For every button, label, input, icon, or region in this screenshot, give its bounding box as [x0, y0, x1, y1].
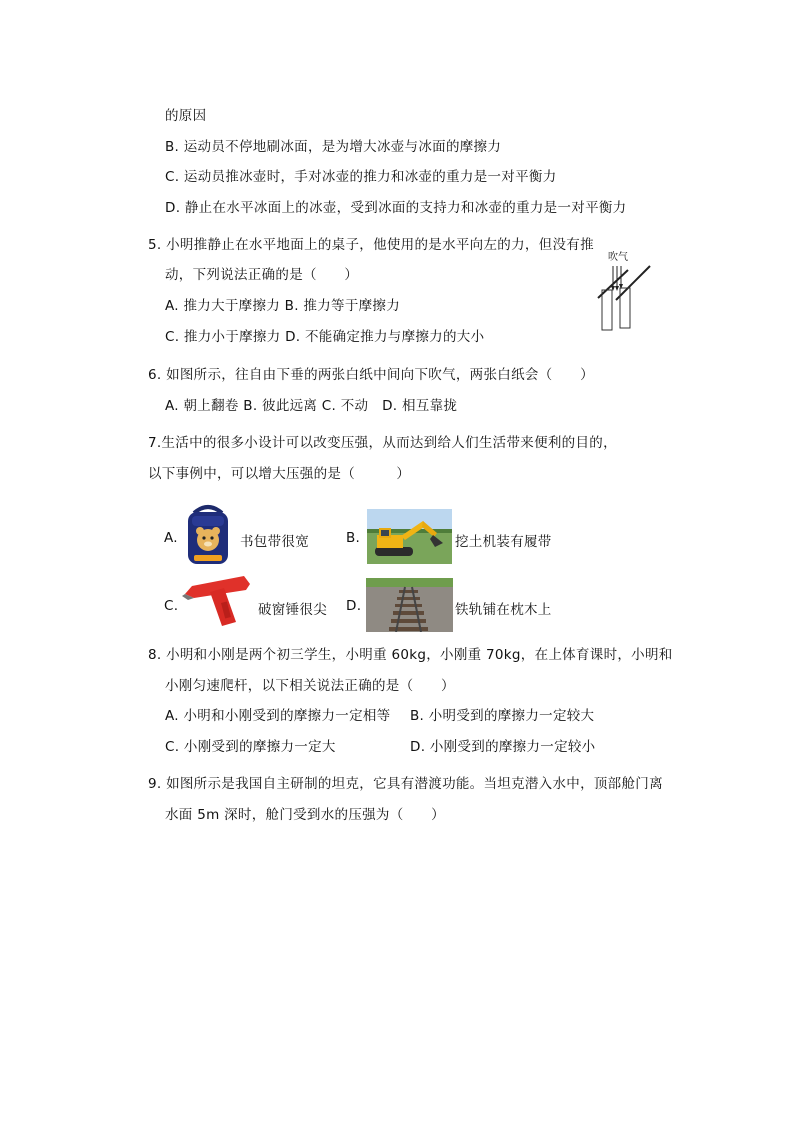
window-hammer-image — [182, 570, 254, 628]
q8-option-b: B. 小明受到的摩擦力一定较大 — [410, 708, 595, 724]
q6-stem: 6. 如图所示，往自由下垂的两张白纸中间向下吹气，两张白纸会（ ） — [148, 367, 594, 383]
paper-diagram — [592, 248, 662, 338]
q4-option-b: B. 运动员不停地刷冰面，是为增大冰壶与冰面的摩擦力 — [165, 139, 502, 155]
q9-stem-line2: 水面 5m 深时，舱门受到水的压强为（ ） — [165, 807, 445, 823]
q9-stem-line1: 9. 如图所示是我国自主研制的坦克，它具有潜渡功能。当坦克潜入水中，顶部舱门离 — [148, 776, 663, 792]
figure-label: 吹气 — [608, 252, 628, 263]
q8-option-d: D. 小刚受到的摩擦力一定较小 — [410, 739, 596, 755]
backpack-image — [180, 503, 236, 569]
q8-option-c: C. 小刚受到的摩擦力一定大 — [165, 739, 336, 755]
q7-option-c-letter: C. — [164, 598, 179, 614]
excavator-image — [367, 509, 452, 564]
q7-option-a-text: 书包带很宽 — [240, 534, 309, 550]
q4-continuation: 的原因 — [165, 108, 207, 124]
q5-stem-line2: 动，下列说法正确的是（ ） — [165, 267, 359, 283]
q7-stem-line1: 7.生活中的很多小设计可以改变压强，从而达到给人们生活带来便利的目的， — [148, 435, 617, 451]
q7-option-d-text: 铁轨铺在枕木上 — [455, 602, 552, 618]
q6-options: A. 朝上翻卷 B. 彼此远离 C. 不动 D. 相互靠拢 — [165, 398, 458, 414]
q7-option-d-letter: D. — [346, 598, 362, 614]
q7-option-b-text: 挖土机装有履带 — [455, 534, 552, 550]
q7-option-b-letter: B. — [346, 530, 361, 546]
q8-stem-line2: 小刚匀速爬杆，以下相关说法正确的是（ ） — [165, 678, 455, 694]
q7-option-c-text: 破窗锤很尖 — [258, 602, 327, 618]
q4-option-c: C. 运动员推冰壶时，手对冰壶的推力和冰壶的重力是一对平衡力 — [165, 169, 557, 185]
q7-stem-line2: 以下事例中，可以增大压强的是（ ） — [148, 466, 411, 482]
q5-options-cd: C. 推力小于摩擦力 D. 不能确定推力与摩擦力的大小 — [165, 329, 485, 345]
q5-stem-line1: 5. 小明推静止在水平地面上的桌子，他使用的是水平向左的力，但没有推 — [148, 237, 594, 253]
q5-options-ab: A. 推力大于摩擦力 B. 推力等于摩擦力 — [165, 298, 401, 314]
q4-option-d: D. 静止在水平冰面上的冰壶，受到冰面的支持力和冰壶的重力是一对平衡力 — [165, 200, 627, 216]
railway-image — [366, 578, 453, 632]
blowing-paper-figure — [592, 248, 662, 338]
q7-option-a-letter: A. — [164, 530, 178, 546]
q8-stem-line1: 8. 小明和小刚是两个初三学生，小明重 60kg，小刚重 70kg，在上体育课时，小明和 — [148, 647, 673, 663]
q8-option-a: A. 小明和小刚受到的摩擦力一定相等 — [165, 708, 391, 724]
